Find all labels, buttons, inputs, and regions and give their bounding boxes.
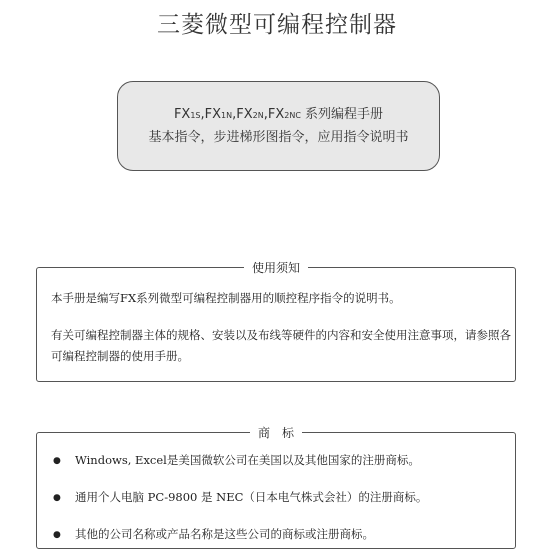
model-name: FX2N <box>236 107 264 122</box>
model-name: FX2NC <box>267 107 301 122</box>
notice-paragraph-2: 有关可编程控制器主体的规格、安装以及布线等硬件的内容和安全使用注意事项，请参照各可编程控制器的使用手册。 <box>51 328 511 363</box>
trademark-text: Windows, Excel是美国微软公司在美国以及其他国家的注册商标。 <box>75 453 420 467</box>
trademarks-box <box>36 426 516 549</box>
notice-box <box>36 261 516 382</box>
manual-series-suffix: 系列编程手册 <box>300 107 384 122</box>
trademark-item <box>53 452 420 468</box>
trademarks-caption: 商 标 <box>250 424 302 441</box>
trademark-item <box>53 489 427 505</box>
bullet-icon: ● <box>53 530 61 540</box>
bullet-icon: ● <box>53 456 61 466</box>
manual-series-line <box>118 103 439 122</box>
model-list: FX1S,FX1N,FX2N,FX2NC <box>173 107 301 122</box>
trademark-text: 通用个人电脑 PC-9800 是 NEC（日本电气株式会社）的注册商标。 <box>75 490 428 504</box>
notice-paragraph-1: 本手册是编写FX系列微型可编程控制器用的顺控程序指令的说明书。 <box>51 291 401 305</box>
model-name: FX1S <box>173 107 201 122</box>
trademark-text: 其他的公司名称或产品名称是这些公司的商标或注册商标。 <box>75 527 374 541</box>
page-title: 三菱微型可编程控制器 <box>157 12 397 38</box>
notice-caption: 使用须知 <box>244 259 308 276</box>
model-name: FX1N <box>204 107 233 122</box>
trademark-item <box>53 526 374 542</box>
manual-subject-box <box>117 81 440 171</box>
bullet-icon: ● <box>53 493 61 503</box>
manual-contents-line: 基本指令，步进梯形图指令，应用指令说明书 <box>148 130 409 145</box>
